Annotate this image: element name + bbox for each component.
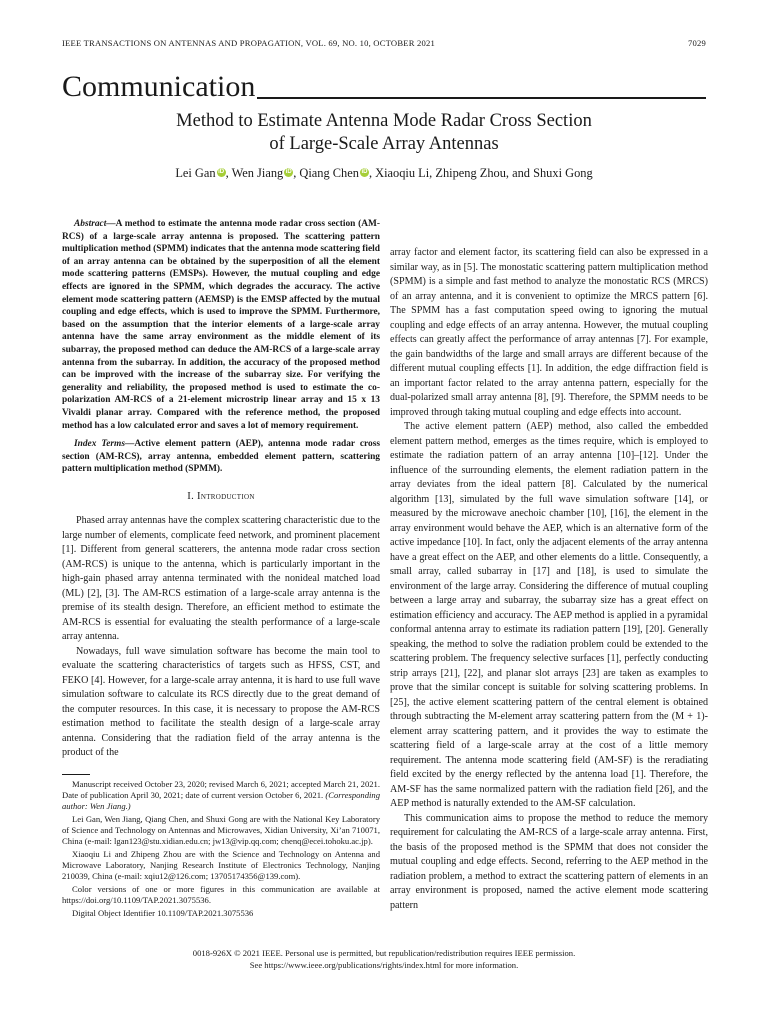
journal-name: IEEE TRANSACTIONS ON ANTENNAS AND PROPAGATION, VOL. 69, NO. 10, OCTOBER 2021 — [62, 38, 435, 48]
left-column — [62, 218, 380, 761]
page-number: 7029 — [688, 38, 706, 48]
footnote-rule — [62, 774, 90, 775]
footnote-manuscript — [62, 779, 380, 812]
paper-title — [62, 110, 706, 156]
body-paragraph: The active element pattern (AEP) method, also called the embedded element pattern method, emerges as the times require, which is employed to estimate the radiation pattern of an array antenna [10]–[12]. Under the influence of the surrounding elements, the element radiation pattern in the array deviates from the ideal pattern [8]. Calculated by the numerical algorithm [13], simulated by the full wave simulation software [14], or measured by the microwave anechoic chamber [10], [16], the element in the array environment would behave the AEP, which is an alternative form of the active impedance [10]. In fact, only the adjacent elements of the array antenna have a great effect on the AEP, and other elements do a little. Consequently, a small array, called subarray in [17] and [18], is used to simulate the environment of the large array. Considering the difference of mutual coupling between a large array and subarray, the subarray size has a great effect on estimation efficiency and accuracy. The AEP method is applied in a pyramidal conformal antenna array to estimate its radiation pattern [19], [20]. Generally speaking, the method to solve the radiation problem could be extended to the scattering problem. The frequency selective surfaces [1], perfectly conducting strip arrays [21], [22], and planar slot arrays [23] are taken as examples to prove that the similar concept is suitable for solving scattering problems. In [25], the active element scattering pattern of the central element is obtained through subtracting the M-element array scattering pattern from the (M + 1)-element array scattering pattern, and it provides the way to estimate the scattering field of a large-scale array at the cost of a little memory requirement. The antenna mode scattering field (AM-SF) is the reradiating field excited by the energy reflected by the antenna load [1]. Therefore, the AM-SF has the same normalized pattern with the radiation field [26], and the AEP method is naturally extended to the AM-SF calculation. — [390, 421, 708, 809]
author-rest: , Xiaoqiu Li, Zhipeng Zhou, and Shuxi Gong — [368, 166, 593, 180]
section-type-rule — [257, 97, 706, 99]
section-heading-introduction — [62, 490, 380, 505]
section-type-heading — [62, 72, 706, 102]
index-terms-lead: Index Terms— — [74, 439, 135, 450]
running-head — [62, 38, 706, 48]
footnote-dates: Manuscript received October 23, 2020; revised March 6, 2021; accepted March 21, 2021. Date of publication April 30, 2021; date of current version October 6, 2021. — [62, 779, 380, 800]
orcid-icon[interactable]: iD — [285, 169, 292, 175]
title-line-1: Method to Estimate Antenna Mode Radar Cross Section — [176, 111, 592, 131]
author-3: , Qiang Chen — [293, 166, 359, 180]
section-number: I. — [187, 490, 198, 502]
section-type-label: Communication — [62, 70, 256, 103]
body-paragraph: array factor and element factor, its scattering field can also be expressed in a similar way, as in [5]. The monostatic scattering pattern multiplication method (SPMM) is a simple and fast method to analyze the monostatic RCS (MRCS) of an array antenna, and it is convenient to optimize the MRCS pattern [6]. The SPMM has a fast computation speed owing to ignoring the mutual coupling and edge effects of an array antenna. However, the mutual coupling effects can greatly affect the performance of array antennas [7]. For example, the gain bandwidths of the large and small arrays are different because of the different mutual coupling effects [1]. In addition, the edge diffraction field is an important factor related to the array antenna pattern, especially for the dual-polarized small array antenna [8], [9]. Therefore, the SPMM needs to be improved through taking mutual coupling and edge effects into account. — [390, 247, 708, 418]
footnote-corresponding: (Corresponding author: Wen Jiang.) — [62, 790, 380, 811]
orcid-icon[interactable]: iD — [361, 169, 368, 175]
footnote-affiliation-2: Xiaoqiu Li and Zhipeng Zhou are with the Science and Technology on Antenna and Microwave Laboratory, Nanjing Research Institute of Electronics Technology, Nanjing 210039, China (e-mail: xqiu12@126.com; 13705174356@139.com). — [62, 849, 380, 881]
body-paragraph: This communication aims to propose the method to reduce the memory requirement for calculating the AM-RCS of a large-scale array antenna. First, the basis of the proposed method is the SPMM that does not consider the mutual coupling and edge effects. Second, referring to the AEP method in the radiation problem, a method to extract the scattering pattern of elements in an array environment is proposed, named the active element mode scattering pattern — [390, 812, 708, 911]
footnote-affiliation-1: Lei Gan, Wen Jiang, Qiang Chen, and Shuxi Gong are with the National Key Laboratory of Science and Technology on Antennas and Microwaves, Xidian University, Xi’an 710071, China (e-mail: lgan123@stu.xidian.edu.cn; jw13@vip.qq.com; chenq@ecei.tohoku.ac.jp). — [62, 814, 380, 846]
footnotes — [62, 779, 380, 921]
author-1: Lei Gan — [175, 166, 216, 180]
index-terms-text: Active element pattern (AEP), antenna mode radar cross section (AM-RCS), array antenna, embedded element pattern, scattering pattern multiplication method (SPMM). — [62, 439, 381, 475]
copyright-line-2[interactable]: See https://www.ieee.org/publications/rights/index.html for more information. — [249, 959, 519, 970]
copyright-notice — [62, 948, 706, 971]
body-paragraph: Nowadays, full wave simulation software has become the main tool to evaluate the scattering characteristics of targets such as HFSS, CST, and FEKO [4]. However, for a large-scale array antenna, it is hard to use full wave simulation software to calculate its RCS directly due to the great demand of the computer resources. In this case, it is necessary to propose the AM-RCS estimation method to facilitate the stealth design of a large-scale array antenna. Considering that the radiation field of the array antenna is the product of the — [62, 645, 380, 759]
orcid-icon[interactable]: iD — [218, 169, 225, 175]
abstract-text: A method to estimate the antenna mode radar cross section (AM-RCS) of a large-scale array antenna is proposed. The scattering pattern multiplication method (SPMM) indicates that the antenna mode scattering field of an array antenna can be obtained by the superposition of all the element mode scattering patterns (EMSPs). However, the mutual coupling and edge effects are ignored in the SPMM, which degrades the accuracy. The active element mode scattering pattern (AEMSP) is the EMSP affected by the mutual coupling and edge effects, which is used to improve the SPMM. Furthermore, based on the assumption that the interior elements of a large-scale array antenna have the same array environment as the middle element of its subarray, the proposed method can deduce the AM-RCS of a large-scale array antenna from the subarray. In addition, the accuracy of the proposed method can be improved with the increase of the subarray size. For verifying the generality and reliability, the proposed method is used to estimate the co-polarization AM-RCS of a 21-element microstrip linear array and 15 x 13 Vivaldi planar array. Compared with the reference method, the proposed method has a low calculated error and saves a lot of memory requirement. — [62, 219, 380, 431]
section-title: Introduction — [197, 490, 255, 502]
abstract-lead: Abstract— — [74, 219, 116, 229]
author-2: , Wen Jiang — [225, 166, 284, 180]
right-column — [390, 246, 708, 913]
copyright-line-1: 0018-926X © 2021 IEEE. Personal use is permitted, but republication/redistribution requires IEEE permission. — [192, 948, 576, 958]
footnote-color-figures[interactable]: Color versions of one or more figures in this communication are available at https://doi.org/10.1109/TAP.2021.3075536. — [62, 884, 380, 905]
body-paragraph: Phased array antennas have the complex scattering characteristic due to the large number of elements, complicate feed network, and prominent placement [1]. Different from general scatterers, the antenna mode radar cross section (AM-RCS) is unique to the antenna, which is particularly important in the high-gain phased array antenna terminated with the nonideal matched load (ML) [2], [3]. The AM-RCS estimation of a large-scale array antenna is the premise of its stealth design. Therefore, an efficient method to estimate the AM-RCS is essential for evaluating the stealth performance of a large-scale array antenna. — [62, 515, 380, 643]
abstract — [62, 218, 380, 432]
author-list — [62, 166, 706, 181]
index-terms — [62, 438, 380, 476]
footnote-doi: Digital Object Identifier 10.1109/TAP.2021.3075536 — [72, 908, 254, 918]
title-line-2: of Large-Scale Array Antennas — [269, 134, 499, 154]
